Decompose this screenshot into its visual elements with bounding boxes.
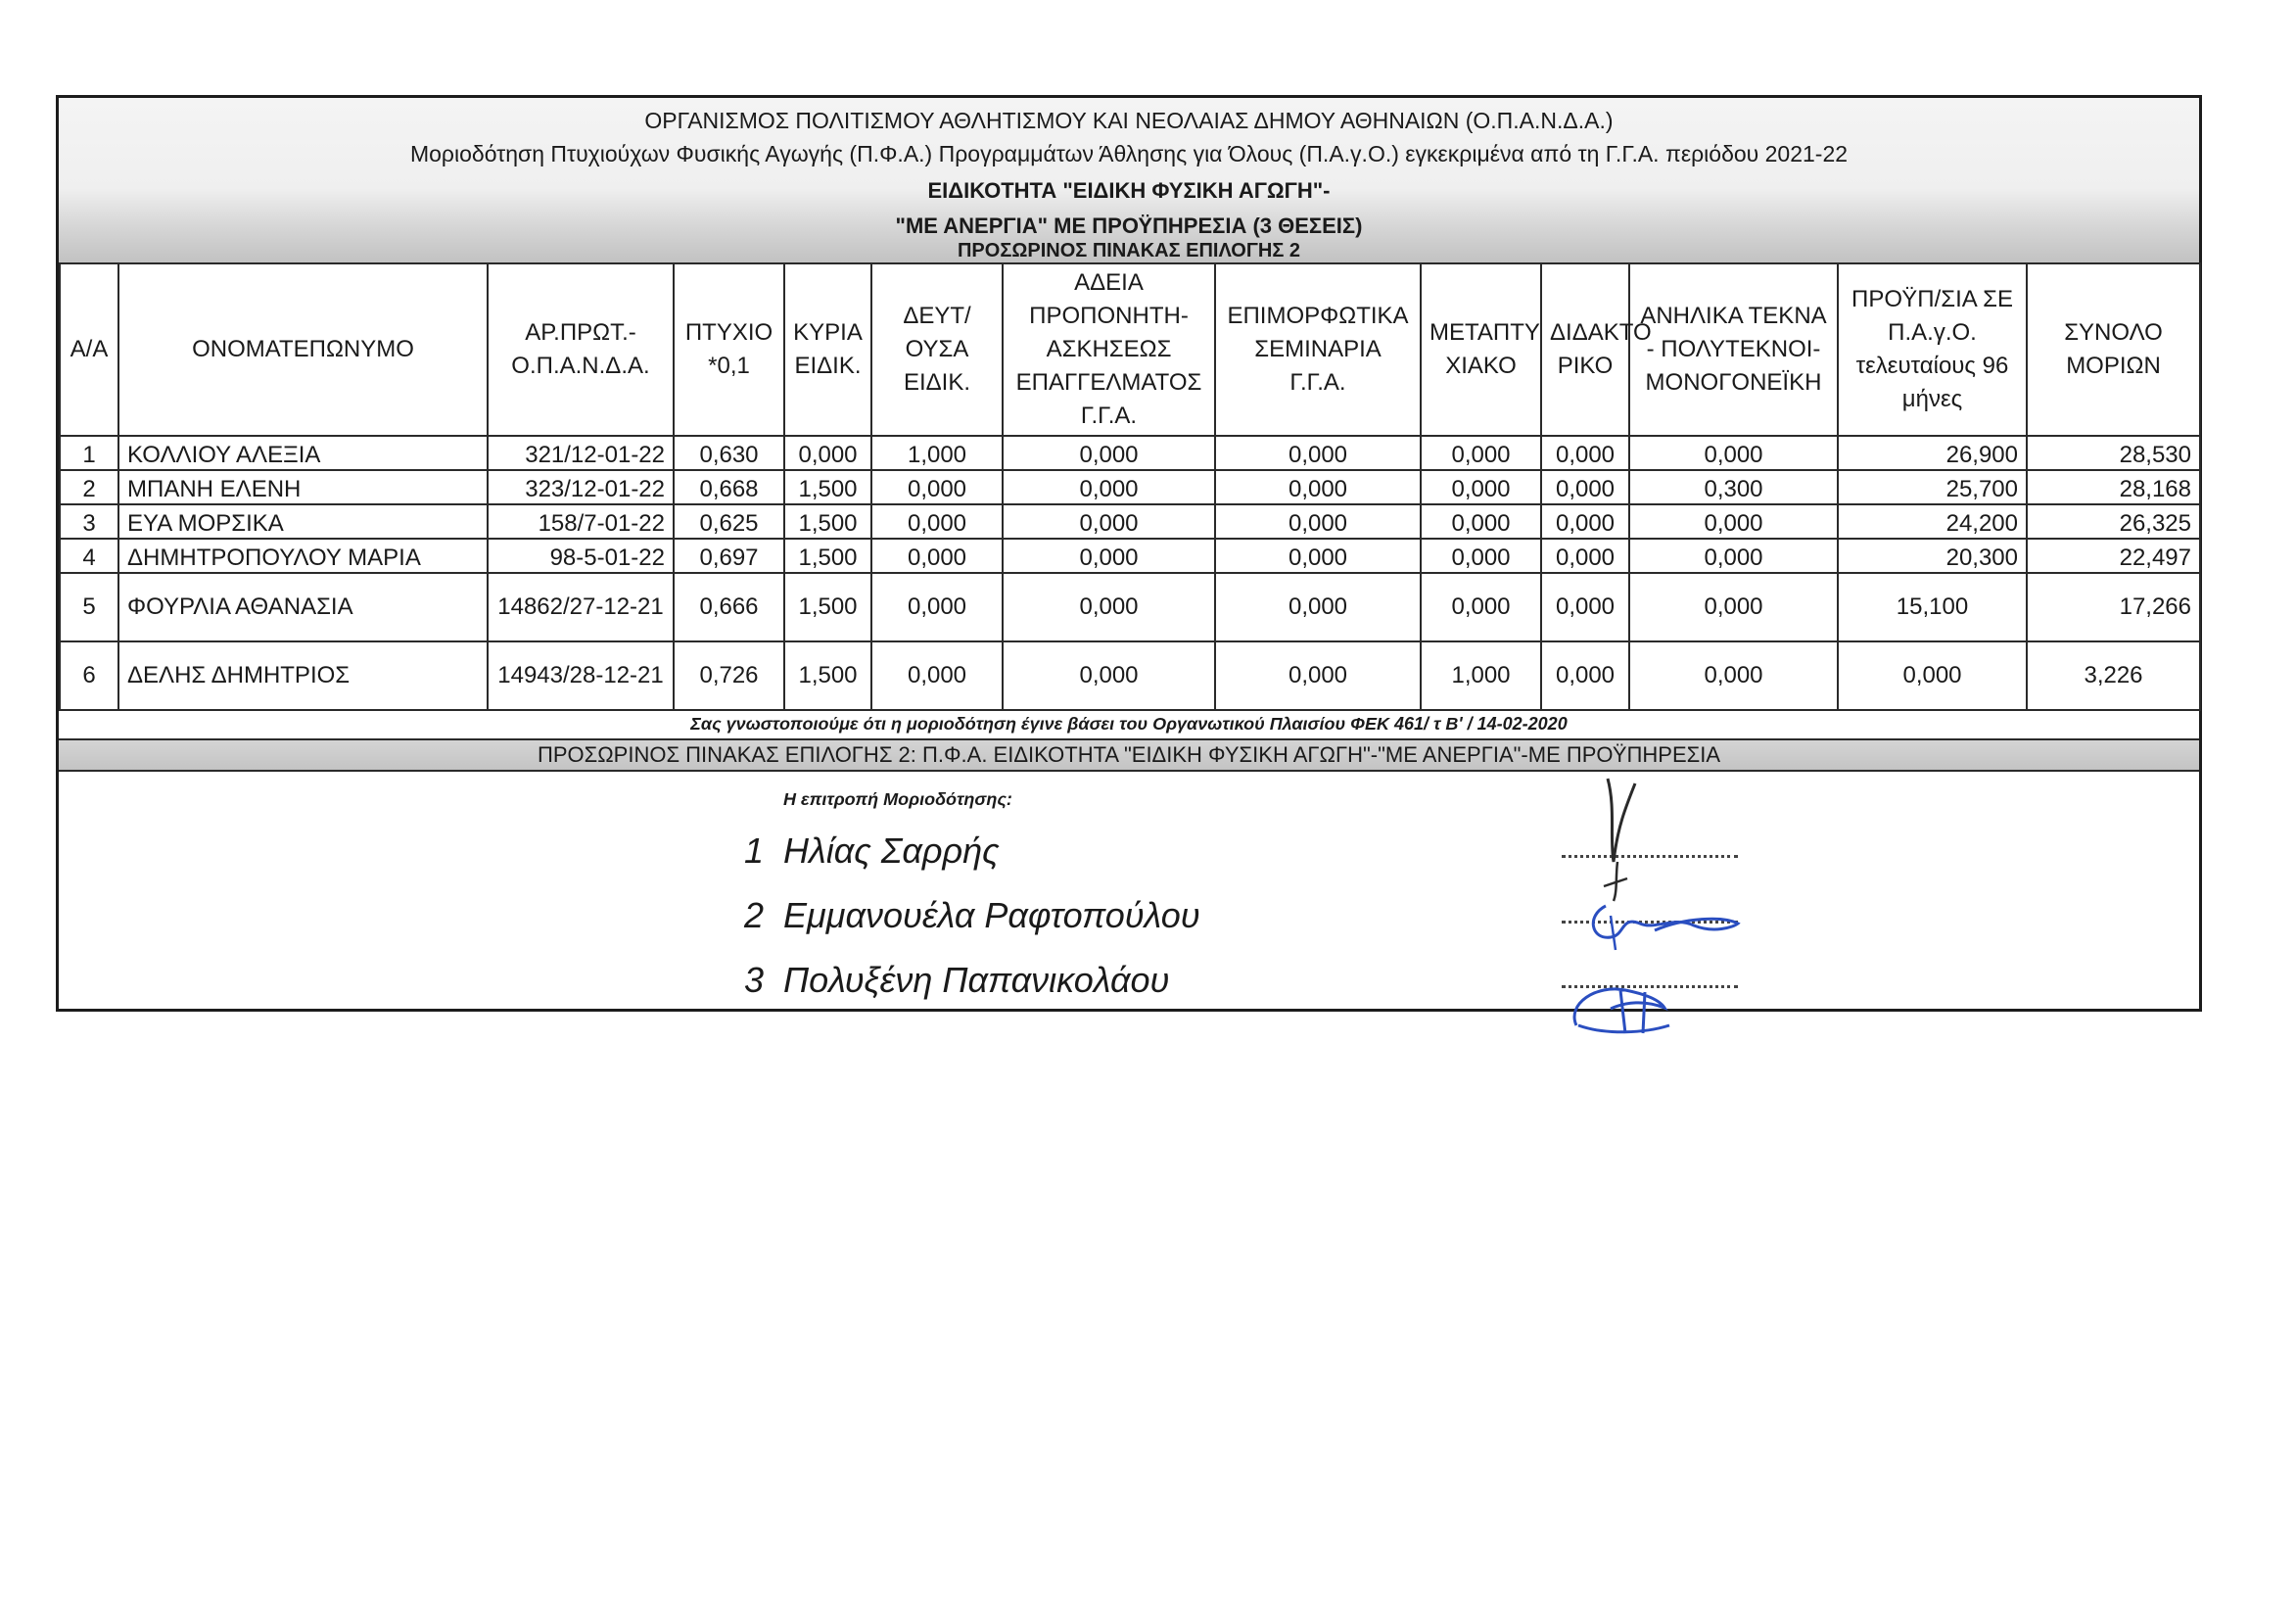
col-header-secondary: ΔΕΥΤ/ΟΥΣΑ ΕΙΔΙΚ. bbox=[871, 263, 1003, 436]
committee-member bbox=[744, 830, 1000, 872]
document-header bbox=[59, 98, 2199, 262]
cell-primary: 1,500 bbox=[784, 573, 871, 641]
col-header-protocol: ΑΡ.ΠΡΩΤ.- Ο.Π.Α.Ν.Δ.Α. bbox=[488, 263, 674, 436]
cell-seminars: 0,000 bbox=[1215, 573, 1421, 641]
cell-name: ΚΟΛΛΙΟΥ ΑΛΕΞΙΑ bbox=[118, 436, 488, 470]
summary-band: ΠΡΟΣΩΡΙΝΟΣ ΠΙΝΑΚΑΣ ΕΠΙΛΟΓΗΣ 2: Π.Φ.Α. ΕΙΔΙΚΟΤΗΤΑ "ΕΙΔΙΚΗ ΦΥΣΙΚΗ ΑΓΩΓΗ"-"ΜΕ ΑΝΕΡΓΙΑ"-ΜΕ ΠΡΟΫΠΗΡΕΣΙΑ bbox=[59, 740, 2199, 772]
table-row bbox=[60, 436, 2200, 470]
cell-secondary: 0,000 bbox=[871, 573, 1003, 641]
cell-family: 0,000 bbox=[1629, 504, 1838, 539]
cell-aa: 6 bbox=[60, 641, 118, 710]
cell-degree: 0,625 bbox=[674, 504, 784, 539]
cell-seminars: 0,000 bbox=[1215, 539, 1421, 573]
cell-phd: 0,000 bbox=[1541, 504, 1629, 539]
cell-family: 0,000 bbox=[1629, 573, 1838, 641]
cell-protocol: 14862/27-12-21 bbox=[488, 573, 674, 641]
cell-total: 17,266 bbox=[2027, 573, 2200, 641]
table-row bbox=[60, 539, 2200, 573]
cell-seminars: 0,000 bbox=[1215, 504, 1421, 539]
cell-total: 26,325 bbox=[2027, 504, 2200, 539]
table-row bbox=[60, 641, 2200, 710]
document-subtitle: Μοριοδότηση Πτυχιούχων Φυσικής Αγωγής (Π.Φ.Α.) Προγραμμάτων Άθλησης για Όλους (Π.Α.γ.Ο.) εγκεκριμένα από τη Γ.Γ.Α. περιόδου 2021-22 bbox=[409, 141, 1849, 166]
cell-phd: 0,000 bbox=[1541, 470, 1629, 504]
cell-total: 22,497 bbox=[2027, 539, 2200, 573]
cell-primary: 1,500 bbox=[784, 641, 871, 710]
cell-seminars: 0,000 bbox=[1215, 436, 1421, 470]
cell-master: 0,000 bbox=[1421, 573, 1541, 641]
member-number: 3 bbox=[744, 960, 765, 1000]
cell-master: 0,000 bbox=[1421, 504, 1541, 539]
cell-license: 0,000 bbox=[1003, 641, 1215, 710]
category-title: "ΜΕ ΑΝΕΡΓΙΑ" ΜΕ ΠΡΟΫΠΗΡΕΣΙΑ (3 ΘΕΣΕΙΣ) bbox=[895, 213, 1363, 238]
table-row bbox=[60, 470, 2200, 504]
cell-license: 0,000 bbox=[1003, 539, 1215, 573]
document-frame bbox=[56, 95, 2202, 1012]
cell-aa: 1 bbox=[60, 436, 118, 470]
member-number: 2 bbox=[744, 895, 765, 935]
cell-primary: 1,500 bbox=[784, 539, 871, 573]
cell-experience: 26,900 bbox=[1838, 436, 2027, 470]
cell-degree: 0,697 bbox=[674, 539, 784, 573]
cell-aa: 4 bbox=[60, 539, 118, 573]
cell-protocol: 98-5-01-22 bbox=[488, 539, 674, 573]
col-header-primary: ΚΥΡΙΑ ΕΙΔΙΚ. bbox=[784, 263, 871, 436]
cell-phd: 0,000 bbox=[1541, 641, 1629, 710]
cell-degree: 0,726 bbox=[674, 641, 784, 710]
col-header-name: ΟΝΟΜΑΤΕΠΩΝΥΜΟ bbox=[118, 263, 488, 436]
col-header-aa: Α/Α bbox=[60, 263, 118, 436]
cell-seminars: 0,000 bbox=[1215, 641, 1421, 710]
cell-license: 0,000 bbox=[1003, 470, 1215, 504]
cell-master: 1,000 bbox=[1421, 641, 1541, 710]
cell-name: ΔΗΜΗΤΡΟΠΟΥΛΟΥ ΜΑΡΙΑ bbox=[118, 539, 488, 573]
cell-phd: 0,000 bbox=[1541, 573, 1629, 641]
cell-secondary: 1,000 bbox=[871, 436, 1003, 470]
member-name: Εμμανουέλα Ραφτοπούλου bbox=[783, 895, 1200, 935]
cell-name: ΕΥΑ ΜΟΡΣΙΚΑ bbox=[118, 504, 488, 539]
cell-seminars: 0,000 bbox=[1215, 470, 1421, 504]
cell-degree: 0,668 bbox=[674, 470, 784, 504]
col-header-master: ΜΕΤΑΠΤΥ ΧΙΑΚΟ bbox=[1421, 263, 1541, 436]
specialty-title: ΕΙΔΙΚΟΤΗΤΑ "ΕΙΔΙΚΗ ΦΥΣΙΚΗ ΑΓΩΓΗ"- bbox=[927, 178, 1331, 203]
organization-title: ΟΡΓΑΝΙΣΜΟΣ ΠΟΛΙΤΙΣΜΟΥ ΑΘΛΗΤΙΣΜΟΥ ΚΑΙ ΝΕΟΛΑΙΑΣ ΔΗΜΟΥ ΑΘΗΝΑΙΩΝ (Ο.Π.Α.Ν.Δ.Α.) bbox=[644, 108, 1614, 133]
col-header-family: ΑΝΗΛΙΚΑ ΤΕΚΝΑ - ΠΟΛΥΤΕΚΝΟΙ-ΜΟΝΟΓΟΝΕΪΚΗ bbox=[1629, 263, 1838, 436]
cell-protocol: 321/12-01-22 bbox=[488, 436, 674, 470]
cell-protocol: 158/7-01-22 bbox=[488, 504, 674, 539]
cell-total: 28,530 bbox=[2027, 436, 2200, 470]
cell-secondary: 0,000 bbox=[871, 641, 1003, 710]
table-row bbox=[60, 573, 2200, 641]
col-header-experience: ΠΡΟΫΠ/ΣΙΑ ΣΕ Π.Α.γ.Ο. τελευταίους 96 μήνες bbox=[1838, 263, 2027, 436]
cell-primary: 1,500 bbox=[784, 504, 871, 539]
col-header-phd: ΔΙΔΑΚΤΟ ΡΙΚΟ bbox=[1541, 263, 1629, 436]
table-title: ΠΡΟΣΩΡΙΝΟΣ ΠΙΝΑΚΑΣ ΕΠΙΛΟΓΗΣ 2 bbox=[957, 240, 1300, 261]
cell-license: 0,000 bbox=[1003, 573, 1215, 641]
cell-total: 28,168 bbox=[2027, 470, 2200, 504]
cell-family: 0,300 bbox=[1629, 470, 1838, 504]
cell-protocol: 14943/28-12-21 bbox=[488, 641, 674, 710]
cell-aa: 3 bbox=[60, 504, 118, 539]
cell-family: 0,000 bbox=[1629, 436, 1838, 470]
cell-name: ΜΠΑΝΗ ΕΛΕΝΗ bbox=[118, 470, 488, 504]
committee-member bbox=[744, 960, 1169, 1001]
cell-aa: 5 bbox=[60, 573, 118, 641]
cell-experience: 15,100 bbox=[1838, 573, 2027, 641]
col-header-total: ΣΥΝΟΛΟ ΜΟΡΙΩΝ bbox=[2027, 263, 2200, 436]
cell-license: 0,000 bbox=[1003, 436, 1215, 470]
table-header-row bbox=[60, 263, 2200, 436]
cell-phd: 0,000 bbox=[1541, 436, 1629, 470]
col-header-degree: ΠΤΥΧΙΟ *0,1 bbox=[674, 263, 784, 436]
committee-title: Η επιτροπή Μοριοδότησης: bbox=[783, 789, 1012, 809]
member-name: Πολυξένη Παπανικολάου bbox=[783, 960, 1170, 1000]
table-row bbox=[60, 504, 2200, 539]
cell-aa: 2 bbox=[60, 470, 118, 504]
cell-secondary: 0,000 bbox=[871, 504, 1003, 539]
scores-table bbox=[59, 262, 2201, 711]
cell-master: 0,000 bbox=[1421, 470, 1541, 504]
cell-phd: 0,000 bbox=[1541, 539, 1629, 573]
col-header-license: ΑΔΕΙΑ ΠΡΟΠΟΝΗΤΗ-ΑΣΚΗΣΕΩΣ ΕΠΑΓΓΕΛΜΑΤΟΣ Γ.Γ.Α. bbox=[1003, 263, 1215, 436]
cell-primary: 0,000 bbox=[784, 436, 871, 470]
cell-total: 3,226 bbox=[2027, 641, 2200, 710]
handwritten-signatures bbox=[1567, 769, 1782, 1092]
cell-master: 0,000 bbox=[1421, 436, 1541, 470]
cell-secondary: 0,000 bbox=[871, 470, 1003, 504]
cell-degree: 0,666 bbox=[674, 573, 784, 641]
cell-family: 0,000 bbox=[1629, 641, 1838, 710]
member-number: 1 bbox=[744, 830, 765, 871]
cell-protocol: 323/12-01-22 bbox=[488, 470, 674, 504]
committee-member bbox=[744, 895, 1200, 936]
col-header-seminars: ΕΠΙΜΟΡΦΩΤΙΚΑ ΣΕΜΙΝΑΡΙΑ Γ.Γ.Α. bbox=[1215, 263, 1421, 436]
cell-experience: 25,700 bbox=[1838, 470, 2027, 504]
cell-license: 0,000 bbox=[1003, 504, 1215, 539]
cell-master: 0,000 bbox=[1421, 539, 1541, 573]
member-name: Ηλίας Σαρρής bbox=[783, 830, 1000, 871]
cell-experience: 0,000 bbox=[1838, 641, 2027, 710]
legal-notice: Σας γνωστοποιούμε ότι η μοριοδότηση έγινε βάσει του Οργανωτικού Πλαισίου ΦΕΚ 461/ τ Β' / 14-02-2020 bbox=[59, 714, 2199, 740]
cell-name: ΦΟΥΡΛΙΑ ΑΘΑΝΑΣΙΑ bbox=[118, 573, 488, 641]
cell-family: 0,000 bbox=[1629, 539, 1838, 573]
cell-experience: 20,300 bbox=[1838, 539, 2027, 573]
cell-experience: 24,200 bbox=[1838, 504, 2027, 539]
cell-secondary: 0,000 bbox=[871, 539, 1003, 573]
cell-primary: 1,500 bbox=[784, 470, 871, 504]
cell-name: ΔΕΛΗΣ ΔΗΜΗΤΡΙΟΣ bbox=[118, 641, 488, 710]
cell-degree: 0,630 bbox=[674, 436, 784, 470]
